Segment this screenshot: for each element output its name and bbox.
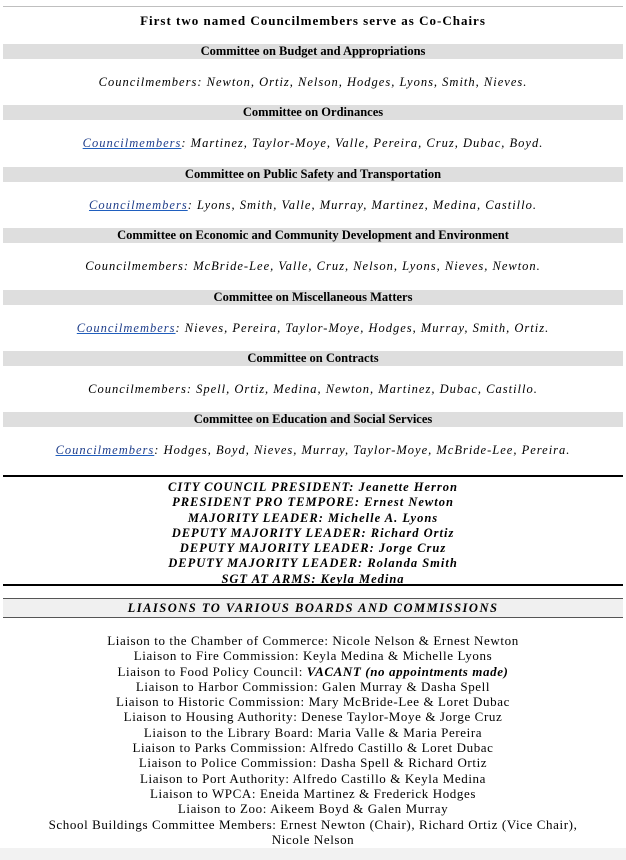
liaison-value: Mary McBride-Lee & Loret Dubac <box>304 694 510 710</box>
council-officers <box>3 475 623 586</box>
liaison-value: Keyla Medina & Michelle Lyons <box>299 648 493 664</box>
liaison-value: Nicole Nelson & Ernest Newton <box>328 633 519 648</box>
committee-members <box>3 198 623 213</box>
members-names: : Hodges, Boyd, Nieves, Murray, Taylor-Moye, McBride-Lee, Pereira. <box>154 443 571 458</box>
committee-members <box>3 75 623 90</box>
committee-education <box>3 412 623 473</box>
officer-deputy-majority-leader: DEPUTY MAJORITY LEADER: Rolanda Smith <box>168 556 458 571</box>
officer-majority-leader: MAJORITY LEADER: Michelle A. Lyons <box>187 510 439 525</box>
liaison-label: Liaison to the Library Board: <box>143 724 314 740</box>
liaison-value: Eneida Martinez & Frederick Hodges <box>256 785 477 801</box>
committee-title: Committee on Miscellaneous Matters <box>3 290 623 305</box>
liaison-label: Liaison to Port Authority: <box>139 770 290 786</box>
liaison-label: Liaison to Fire Commission: <box>133 648 300 664</box>
committee-title: Committee on Ordinances <box>3 105 623 120</box>
liaison-label: Liaison to Zoo: <box>177 801 267 817</box>
liaison-row <box>3 694 623 709</box>
committee-title: Committee on Budget and Appropriations <box>3 44 623 59</box>
officer-pro-tempore: PRESIDENT PRO TEMPORE: Ernest Newton <box>172 495 454 510</box>
page-bottom-strip <box>0 848 626 860</box>
members-label: Councilmembers <box>85 259 184 274</box>
committee-members <box>3 382 623 397</box>
officer-deputy-majority-leader: DEPUTY MAJORITY LEADER: Richard Ortiz <box>171 525 455 540</box>
members-label: Councilmembers <box>98 75 198 89</box>
liaison-label: Liaison to Harbor Commission: <box>135 678 319 694</box>
liaison-label: Liaison to Housing Authority: <box>123 709 298 725</box>
liaison-row <box>3 755 623 770</box>
members-names: : Newton, Ortiz, Nelson, Hodges, Lyons, Smith, Nieves. <box>197 75 528 89</box>
liaison-label: Liaison to Food Policy Council: <box>117 663 303 679</box>
committee-members <box>3 259 623 274</box>
liaison-row <box>3 633 623 648</box>
committee-title: Committee on Contracts <box>3 351 623 366</box>
committee-title: Committee on Education and Social Services <box>3 412 623 427</box>
liaison-label: Liaison to Parks Commission: <box>132 740 307 756</box>
liaison-value: Dasha Spell & Richard Ortiz <box>316 755 488 771</box>
members-names: : Martinez, Taylor-Moye, Valle, Pereira, Cruz, Dubac, Boyd. <box>181 136 544 151</box>
officer-deputy-majority-leader: DEPUTY MAJORITY LEADER: Jorge Cruz <box>179 541 447 556</box>
liaison-label: Liaison to Police Commission: <box>138 755 317 771</box>
liaison-value: Alfredo Castillo & Keyla Medina <box>289 770 487 786</box>
members-label: Councilmembers <box>88 381 187 396</box>
officer-sgt-at-arms: SGT AT ARMS: Keyla Medina <box>221 571 405 586</box>
liaison-value: Nicole Nelson <box>271 831 355 847</box>
liaison-row <box>3 709 623 724</box>
liaison-row <box>3 648 623 663</box>
committee-ordinances <box>3 105 623 166</box>
committee-contracts <box>3 351 623 412</box>
liaison-row <box>3 679 623 694</box>
liaison-row <box>3 832 623 847</box>
committee-title: Committee on Economic and Community Development and Environment <box>3 228 623 243</box>
co-chairs-note: First two named Councilmembers serve as Co-Chairs <box>140 13 486 28</box>
liaison-row <box>3 725 623 740</box>
liaison-label: School Buildings Committee Members: <box>48 816 277 832</box>
committee-title: Committee on Public Safety and Transportation <box>3 167 623 182</box>
members-names: : Nieves, Pereira, Taylor-Moye, Hodges, Murray, Smith, Ortiz. <box>175 320 550 335</box>
liaisons-heading: LIAISONS TO VARIOUS BOARDS AND COMMISSIONS <box>3 598 623 618</box>
members-label: Councilmembers <box>55 443 155 458</box>
liaison-value: Galen Murray & Dasha Spell <box>318 678 491 694</box>
members-names: : Spell, Ortiz, Medina, Newton, Martinez, Dubac, Castillo. <box>186 381 538 396</box>
liaison-value: Ernest Newton (Chair), Richard Ortiz (Vice Chair), <box>276 816 578 832</box>
liaison-label: Liaison to WPCA: <box>149 785 257 801</box>
committee-economic-development <box>3 228 623 289</box>
committee-budget <box>3 44 623 105</box>
liaison-row <box>3 786 623 801</box>
liaison-value: Aikeem Boyd & Galen Murray <box>266 801 449 817</box>
liaison-value: Maria Valle & Maria Pereira <box>313 724 483 740</box>
committee-members <box>3 443 623 458</box>
committee-public-safety <box>3 167 623 228</box>
committee-members <box>3 136 623 151</box>
liaison-value: Alfredo Castillo & Loret Dubac <box>306 740 494 756</box>
committee-members <box>3 321 623 336</box>
liaison-row <box>3 817 623 832</box>
top-border <box>3 0 623 7</box>
members-label: Councilmembers <box>76 320 176 335</box>
members-label: Councilmembers <box>88 197 188 212</box>
liaison-label: Liaison to Historic Commission: <box>116 694 305 710</box>
officer-president: CITY COUNCIL PRESIDENT: Jeanette Herron <box>168 480 458 494</box>
liaison-value: VACANT (no appointments made) <box>302 663 509 679</box>
liaison-row <box>3 664 623 679</box>
members-names: : McBride-Lee, Valle, Cruz, Nelson, Lyons, Nieves, Newton. <box>183 259 541 274</box>
liaison-row <box>3 771 623 786</box>
committee-miscellaneous <box>3 290 623 351</box>
liaison-row <box>3 740 623 755</box>
members-label: Councilmembers <box>82 136 182 151</box>
members-names: : Lyons, Smith, Valle, Murray, Martinez, Medina, Castillo. <box>187 197 537 212</box>
liaison-label: Liaison to the Chamber of Commerce: <box>107 633 329 648</box>
liaison-value: Denese Taylor-Moye & Jorge Cruz <box>297 709 503 725</box>
liaison-row <box>3 801 623 816</box>
liaison-list <box>3 633 623 847</box>
committee-list <box>3 44 623 474</box>
